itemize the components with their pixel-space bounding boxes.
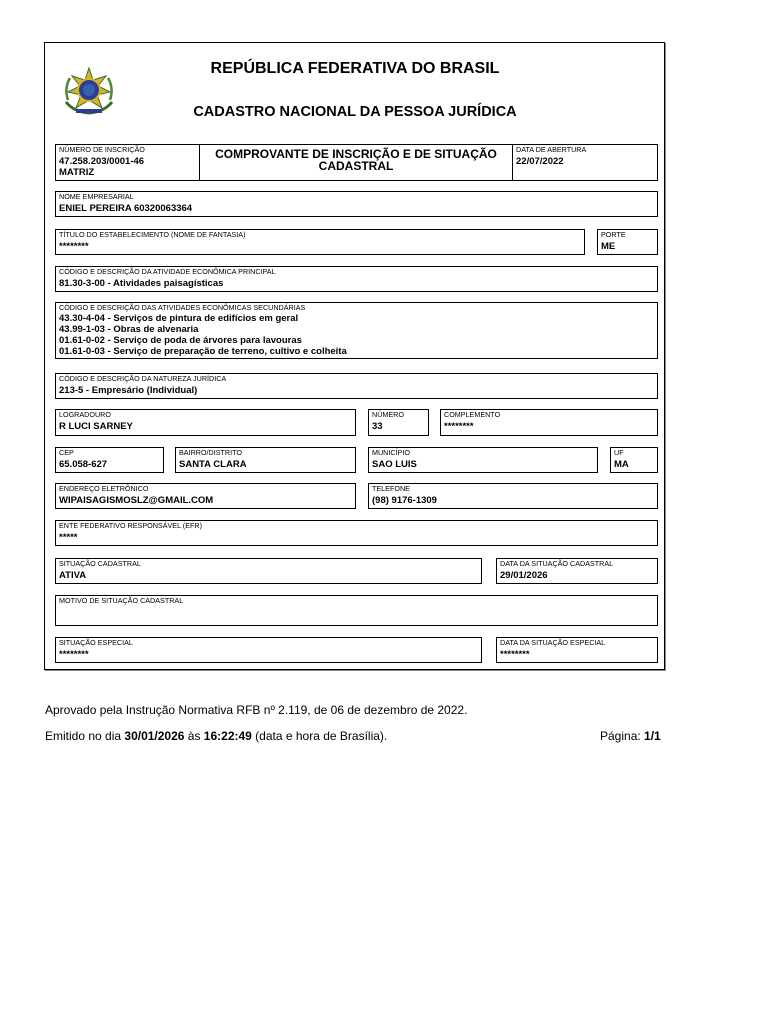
atividade-principal-label: CÓDIGO E DESCRIÇÃO DA ATIVIDADE ECONÔMICA PRINCIPAL: [59, 267, 276, 276]
telefone-field: [368, 483, 658, 509]
atividade-secundaria-item: 43.30-4-04 - Serviços de pintura de edifícios em geral: [59, 313, 299, 324]
numero-value: 33: [372, 421, 383, 432]
uf-label: UF: [614, 448, 624, 457]
emission-prefix: Emitido no dia: [45, 729, 125, 743]
logradouro-field: [55, 409, 356, 436]
natureza-juridica-value: 213-5 - Empresário (Individual): [59, 385, 198, 396]
inscricao-type: MATRIZ: [59, 167, 95, 178]
page-subtitle: CADASTRO NACIONAL DA PESSOA JURÍDICA: [193, 104, 517, 120]
logradouro-value: R LUCI SARNEY: [59, 421, 133, 432]
atividades-secundarias-field: [55, 302, 658, 359]
atividade-principal-field: [55, 266, 658, 292]
situacao-especial-value: ********: [59, 649, 89, 660]
efr-field: [55, 520, 658, 546]
natureza-juridica-label: CÓDIGO E DESCRIÇÃO DA NATUREZA JURÍDICA: [59, 374, 227, 383]
telefone-value: (98) 9176-1309: [372, 495, 437, 506]
municipio-field: [368, 447, 598, 473]
porte-value: ME: [601, 241, 616, 252]
situacao-field: [55, 558, 482, 584]
inscricao-number: 47.258.203/0001-46: [59, 156, 145, 167]
porte-field: [597, 229, 658, 255]
atividade-principal-value: 81.30-3-00 - Atividades paisagísticas: [59, 278, 224, 289]
nome-empresarial-field: [55, 191, 658, 217]
abertura-value: 22/07/2022: [516, 156, 564, 167]
email-field: [55, 483, 356, 509]
page-number: [600, 729, 661, 743]
bairro-label: BAIRRO/DISTRITO: [179, 448, 242, 457]
complemento-field: [440, 409, 658, 436]
atividades-secundarias-label: CÓDIGO E DESCRIÇÃO DAS ATIVIDADES ECONÔMICAS SECUNDÁRIAS: [59, 303, 306, 312]
nome-empresarial-value: ENIEL PEREIRA 60320063364: [59, 203, 193, 214]
cep-field: [55, 447, 164, 473]
fantasia-value: ********: [59, 241, 89, 252]
natureza-juridica-field: [55, 373, 658, 399]
data-situacao-especial-value: ********: [500, 649, 530, 660]
email-label: ENDEREÇO ELETRÔNICO: [59, 484, 149, 493]
uf-value: MA: [614, 459, 629, 470]
situacao-value: ATIVA: [59, 570, 87, 581]
page-number-label: Página:: [600, 729, 645, 743]
emission-time: 16:22:49: [203, 729, 252, 743]
abertura-label: DATA DE ABERTURA: [516, 145, 587, 154]
emission-date: 30/01/2026: [124, 729, 185, 743]
page-title: REPÚBLICA FEDERATIVA DO BRASIL: [210, 60, 500, 77]
municipio-label: MUNICÍPIO: [372, 448, 410, 457]
data-situacao-especial-label: DATA DA SITUAÇÃO ESPECIAL: [500, 638, 606, 647]
atividade-secundaria-item: 01.61-0-02 - Serviço de poda de árvores para lavouras: [59, 335, 302, 346]
complemento-value: ********: [444, 421, 474, 432]
approval-note: Aprovado pela Instrução Normativa RFB nº 2.119, de 06 de dezembro de 2022.: [45, 703, 468, 717]
email-value: WIPAISAGISMOSLZ@GMAIL.COM: [59, 495, 214, 506]
uf-field: [610, 447, 658, 473]
data-situacao-field: [496, 558, 658, 584]
situacao-especial-field: [55, 637, 482, 663]
efr-label: ENTE FEDERATIVO RESPONSÁVEL (EFR): [59, 521, 202, 530]
data-situacao-especial-field: [496, 637, 658, 663]
emission-suffix: (data e hora de Brasília).: [251, 729, 388, 743]
page-number-value: 1/1: [644, 729, 661, 743]
porte-label: PORTE: [601, 230, 626, 239]
emission-note: [45, 729, 387, 743]
data-situacao-value: 29/01/2026: [500, 570, 548, 581]
fantasia-field: [55, 229, 585, 255]
abertura-field: [512, 144, 658, 181]
bairro-field: [175, 447, 356, 473]
motivo-label: MOTIVO DE SITUAÇÃO CADASTRAL: [59, 596, 184, 605]
numero-field: [368, 409, 429, 436]
logradouro-label: LOGRADOURO: [59, 410, 111, 419]
efr-value: *****: [59, 532, 78, 543]
inscricao-field: [55, 144, 200, 181]
bairro-value: SANTA CLARA: [179, 459, 247, 470]
data-situacao-label: DATA DA SITUAÇÃO CADASTRAL: [500, 559, 614, 568]
cep-value: 65.058-627: [59, 459, 108, 470]
complemento-label: COMPLEMENTO: [444, 410, 501, 419]
atividade-secundaria-item: 43.99-1-03 - Obras de alvenaria: [59, 324, 199, 335]
comprovante-title-text: COMPROVANTE DE INSCRIÇÃO E DE SITUAÇÃO CADASTRAL: [215, 147, 497, 173]
situacao-especial-label: SITUAÇÃO ESPECIAL: [59, 638, 133, 647]
brazil-coat-of-arms-icon: [60, 66, 118, 116]
comprovante-title: [199, 144, 513, 181]
inscricao-label: NÚMERO DE INSCRIÇÃO: [59, 145, 145, 154]
numero-label: NÚMERO: [372, 410, 404, 419]
fantasia-label: TÍTULO DO ESTABELECIMENTO (NOME DE FANTASIA): [59, 230, 246, 239]
emission-mid: às: [184, 729, 204, 743]
cep-label: CEP: [59, 448, 74, 457]
situacao-label: SITUAÇÃO CADASTRAL: [59, 559, 141, 568]
municipio-value: SAO LUIS: [372, 459, 417, 470]
atividade-secundaria-item: 01.61-0-03 - Serviço de preparação de terreno, cultivo e colheita: [59, 346, 347, 357]
motivo-field: [55, 595, 658, 626]
nome-empresarial-label: NOME EMPRESARIAL: [59, 192, 134, 201]
telefone-label: TELEFONE: [372, 484, 410, 493]
